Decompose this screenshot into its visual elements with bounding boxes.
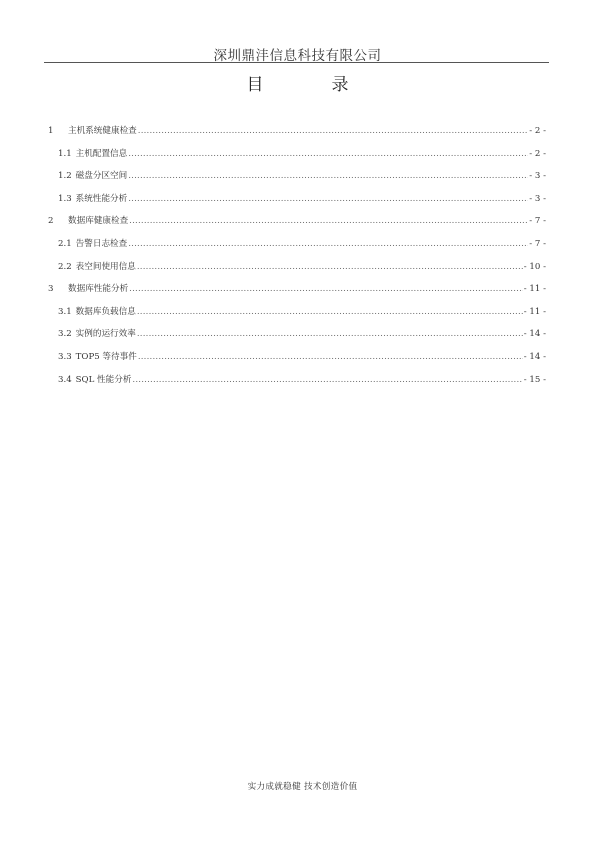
toc-title-left: 目 [246,75,264,95]
toc-entry-page: - 2 - [529,126,546,136]
toc-entry[interactable] [44,305,546,328]
toc-entry-number: 1.1 [58,148,72,159]
toc-entry-label: 主机配置信息 [75,148,128,159]
toc-entry-number: 3.4 [58,374,72,385]
toc-entry-page: - 2 - [529,148,546,159]
toc-entry-page: - 3 - [529,171,546,182]
toc-entry[interactable] [44,214,546,237]
toc-entry[interactable] [44,282,546,305]
toc-entry-page: - 10 - [523,261,546,272]
toc-entry-label: 数据库负载信息 [75,306,136,317]
toc-leader-dots [138,126,528,136]
toc-entry-page: - 14 - [523,329,546,340]
toc-entry-number: 3.1 [58,306,72,317]
toc-entry-number: 3 [48,284,54,295]
toc-entry-page: - 7 - [529,216,546,227]
footer-slogan: 实力成就稳健 技术创造价值 [247,782,358,792]
toc-leader-dots [128,171,528,181]
toc-entry-page: - 3 - [529,193,546,204]
toc-entry-page: - 15 - [523,374,546,385]
toc-entry-number: 1.3 [58,193,72,204]
toc-entry-number: 2.1 [58,238,72,249]
toc-entry[interactable] [44,327,546,350]
toc-entry-label: 告警日志检查 [75,238,128,249]
header-divider [44,62,549,63]
toc-entry-label: TOP5 等待事件 [75,351,137,362]
toc-entry-label: 表空间使用信息 [75,261,136,272]
toc-entry-label: 主机系统健康检查 [68,126,137,136]
table-of-contents [44,124,546,395]
toc-entry-label: 系统性能分析 [75,193,128,204]
toc-entry-label: 磁盘分区空间 [75,171,128,182]
toc-entry[interactable] [44,192,546,215]
toc-entry-number: 3.2 [58,329,72,340]
toc-entry[interactable] [44,124,546,147]
toc-leader-dots [128,149,528,159]
toc-leader-dots [132,375,522,385]
header-company-name: 深圳鼎沣信息科技有限公司 [213,48,382,64]
toc-entry-label: 实例的运行效率 [75,329,136,340]
toc-title-right: 录 [331,75,349,95]
toc-entry-number: 3.3 [58,351,72,362]
toc-title [0,70,595,95]
toc-leader-dots [128,239,528,249]
toc-entry-label: SQL 性能分析 [75,374,132,385]
toc-leader-dots [138,352,523,362]
toc-entry[interactable] [44,350,546,373]
toc-entry[interactable] [44,147,546,170]
toc-leader-dots [137,329,523,339]
toc-entry-label: 数据库性能分析 [68,284,129,295]
toc-entry-number: 1 [48,126,54,136]
toc-entry-page: - 7 - [529,238,546,249]
toc-entry-number: 2 [48,216,54,227]
toc-leader-dots [137,262,523,272]
toc-entry-page: - 11 - [523,306,546,317]
toc-entry-page: - 14 - [523,351,546,362]
toc-entry[interactable] [44,260,546,283]
toc-entry[interactable] [44,237,546,260]
toc-leader-dots [137,307,523,317]
toc-entry-number: 1.2 [58,171,72,182]
toc-leader-dots [129,284,523,294]
toc-leader-dots [129,216,528,226]
toc-entry[interactable] [44,169,546,192]
toc-leader-dots [128,194,528,204]
toc-entry-page: - 11 - [523,284,546,295]
toc-entry[interactable] [44,373,546,396]
toc-entry-label: 数据库健康检查 [68,216,129,227]
toc-entry-number: 2.2 [58,261,72,272]
